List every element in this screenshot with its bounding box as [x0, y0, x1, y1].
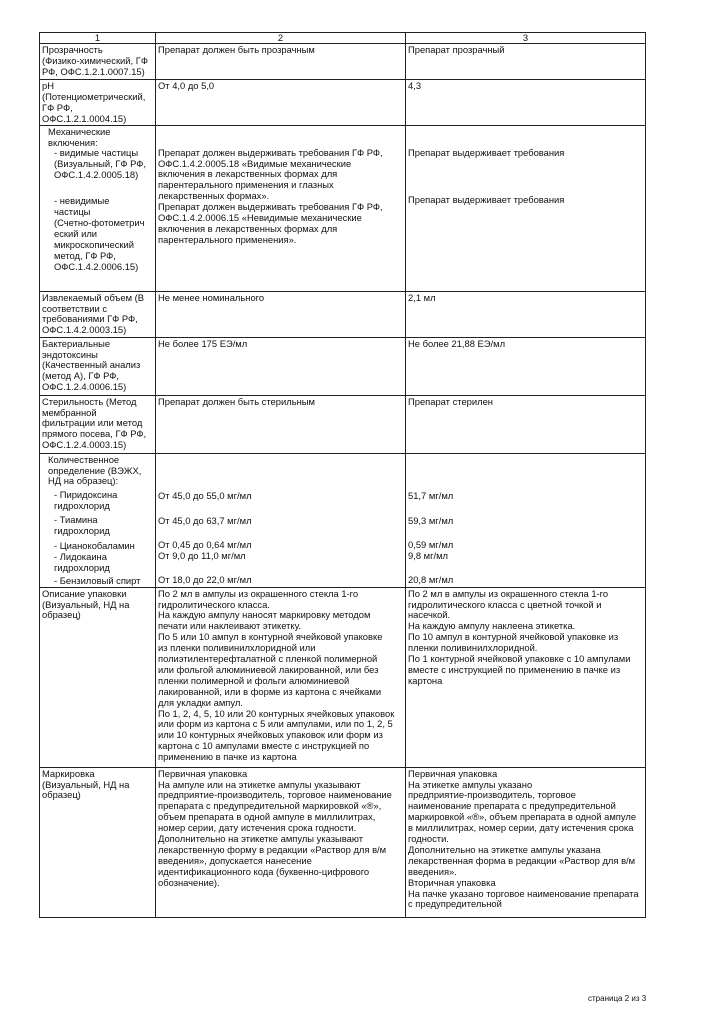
param-transparency: Прозрачность (Физико-химический, ГФ РФ, ОФС.1.2.1.0007.15)	[42, 44, 148, 77]
result-volume: 2,1 мл	[408, 291, 436, 303]
header-col-2: 2	[156, 33, 406, 44]
norm-labeling-p1: Первичная упаковка	[158, 767, 248, 779]
result-mech-visible: Препарат выдерживает требования	[408, 146, 565, 158]
result-packaging-p2: На каждую ампулу наклеена этикетка.	[408, 620, 576, 632]
norm-volume: Не менее номинального	[158, 291, 265, 303]
table-row-endotoxins	[40, 337, 646, 395]
norm-mech-visible: Препарат должен выдерживать требования ГФ РФ, ОФС.1.4.2.0005.18 «Видимые механические включения в лекарственных формах для парентерального применения и глазных лекарственных формах».	[158, 146, 383, 202]
param-assay-title: Количественное определение (ВЭЖХ, НД на образец):	[48, 453, 142, 487]
table-row-mechanical	[40, 125, 646, 291]
norm-labeling-p3: Дополнительно на этикетке ампулы указывают лекарственную форму в редакции «Раствор для в/м введения», допускается нанесение идентификационного кода (буквенно-цифрового обозначение).	[158, 833, 387, 888]
norm-sterility: Препарат должен быть стерильным	[158, 395, 315, 407]
result-packaging-p3: По 10 ампул в контурной ячейковой упаковке из пленки поливинилхлоридной.	[408, 631, 619, 654]
param-assay-thiamine: - Тиамина гидрохлорид	[54, 514, 110, 537]
norm-mech-invisible: Препарат должен выдерживать требования ГФ РФ, ОФС.1.4.2.0006.15 «Невидимые механические включения в лекарственных формах для парентерального применения».	[158, 201, 383, 245]
param-endotoxins: Бактериальные эндотоксины (Качественный анализ (метод А), ГФ РФ, ОФС.1.2.4.0006.15)	[42, 337, 141, 393]
param-sterility: Стерильность (Метод мембранной фильтрации или метод прямого посева, ГФ РФ, ОФС.1.2.4.0003.15)	[42, 395, 147, 451]
result-labeling-p2: На этикетке ампулы указано предприятие-производитель, торговое наименование препарата с предупредительной маркировкой «®», объем препарата в одной ампуле в миллилитрах, номер серии, дату истечения срока годности.	[408, 778, 637, 845]
norm-transparency: Препарат должен быть прозрачным	[158, 44, 315, 55]
table-row-packaging	[40, 587, 646, 767]
table-row-assay	[40, 453, 646, 587]
norm-endotoxins: Не более 175 ЕЭ/мл	[158, 337, 248, 349]
result-labeling-p1: Первичная упаковка	[408, 767, 498, 779]
result-assay-thiamine: 59,3 мг/мл	[408, 514, 454, 526]
result-assay-pyridoxine: 51,7 мг/мл	[408, 489, 454, 501]
norm-labeling-p2: На ампуле или на этикетке ампулы указывают предприятие-производитель, торговое наименование препарата с предупредительной маркировкой «®», объем препарата в одной ампуле в миллилитрах, номер серии, дату истечения срока годности.	[158, 778, 392, 834]
result-mech-invisible: Препарат выдерживает требования	[408, 193, 565, 205]
param-ph: pH (Потенциометрический, ГФ РФ, ОФС.1.2.1.0004.15)	[42, 80, 146, 124]
param-mech-title: Механические включения:	[48, 125, 111, 148]
result-transparency: Препарат прозрачный	[408, 44, 505, 55]
header-col-1: 1	[40, 33, 156, 44]
norm-packaging-p2: На каждую ампулу наносят маркировку методом печати или наклеивают этикетку.	[158, 609, 371, 632]
result-sterility: Препарат стерилен	[408, 395, 493, 407]
result-labeling-p3: Дополнительно на этикетке ампулы указана лекарственная форма в редакции «Раствор для в/м введения».	[408, 843, 636, 877]
table-row-volume	[40, 291, 646, 337]
norm-packaging-p1: По 2 мл в ампулы из окрашенного стекла 1-го гидролитического класса.	[158, 587, 359, 610]
param-assay-cyano: - Цианокобаламин	[54, 539, 135, 551]
result-assay-lido: 9,8 мг/мл	[408, 550, 449, 562]
param-assay-pyridoxine: - Пиридоксина гидрохлорид	[54, 489, 118, 512]
norm-assay-pyridoxine: От 45,0 до 55,0 мг/мл	[158, 489, 252, 501]
result-ph: 4,3	[408, 80, 422, 91]
result-packaging-p1: По 2 мл в ампулы из окрашенного стекла 1-го гидролитического класса с цветной точкой и насечкой.	[408, 587, 609, 621]
result-packaging-p4: По 1 контурной ячейковой упаковке с 10 ампулами вместе с инструкцией по применению в пачке из картона	[408, 653, 631, 686]
norm-assay-thiamine: От 45,0 до 63,7 мг/мл	[158, 514, 252, 526]
result-assay-benzyl: 20,8 мг/мл	[408, 574, 454, 586]
result-assay-cyano: 0,59 мг/мл	[408, 539, 454, 551]
page-number: страница 2 из 3	[588, 994, 647, 1003]
param-mech-visible: - видимые частицы (Визуальный, ГФ РФ, ОФС.1.4.2.0005.18)	[54, 147, 147, 181]
norm-assay-cyano: От 0,45 до 0,64 мг/мл	[158, 539, 252, 551]
result-endotoxins: Не более 21,88 ЕЭ/мл	[408, 337, 506, 349]
param-labeling: Маркировка (Визуальный, НД на образец)	[42, 767, 130, 801]
result-labeling-p5: На пачке указано торговое наименование препарата с предупредительной	[408, 887, 639, 910]
table-row-sterility	[40, 395, 646, 453]
table-row-ph	[40, 80, 646, 126]
table-header-row	[40, 33, 646, 44]
param-volume: Извлекаемый объем (В соответствии с требованиями ГФ РФ, ОФС.1.4.2.0003.15)	[42, 291, 145, 336]
norm-packaging-p3: По 5 или 10 ампул в контурной ячейковой упаковке из пленки поливинилхлоридной или полиэтилентерефталатной с пленкой полимерной или фольгой алюминиевой лакированной, или без пленки полимерной и фольги алюминиевой лакированной, или в форме из картона с ячейками для укладки ампул.	[158, 631, 383, 708]
norm-packaging-p4: По 1, 2, 4, 5, 10 или 20 контурных ячейковых упаковок или форм из картона с 5 или ампулами, или по 1, 2, 5 или 10 контурных ячейковых упаковок или форм из картона с 10 ампулами вместе с инструкцией по применению в пачке из картона	[158, 707, 395, 763]
specification-table	[39, 32, 646, 918]
table-row-labeling	[40, 767, 646, 917]
table-row-transparency	[40, 44, 646, 80]
param-assay-lido: - Лидокаина гидрохлорид	[54, 550, 110, 573]
header-col-3: 3	[406, 33, 646, 44]
norm-assay-lido: От 9,0 до 11,0 мг/мл	[158, 550, 246, 562]
param-assay-benzyl: - Бензиловый спирт	[54, 574, 141, 586]
param-packaging: Описание упаковки (Визуальный, НД на образец)	[42, 587, 130, 621]
result-labeling-p4: Вторичная упаковка	[408, 876, 496, 888]
norm-assay-benzyl: От 18,0 до 22,0 мг/мл	[158, 574, 252, 586]
param-mech-invisible: - невидимые частицы (Счетно-фотометрич еский или микроскопический метод, ГФ РФ, ОФС.1.4.2.0006.15)	[54, 195, 145, 272]
norm-ph: От 4,0 до 5,0	[158, 80, 215, 91]
